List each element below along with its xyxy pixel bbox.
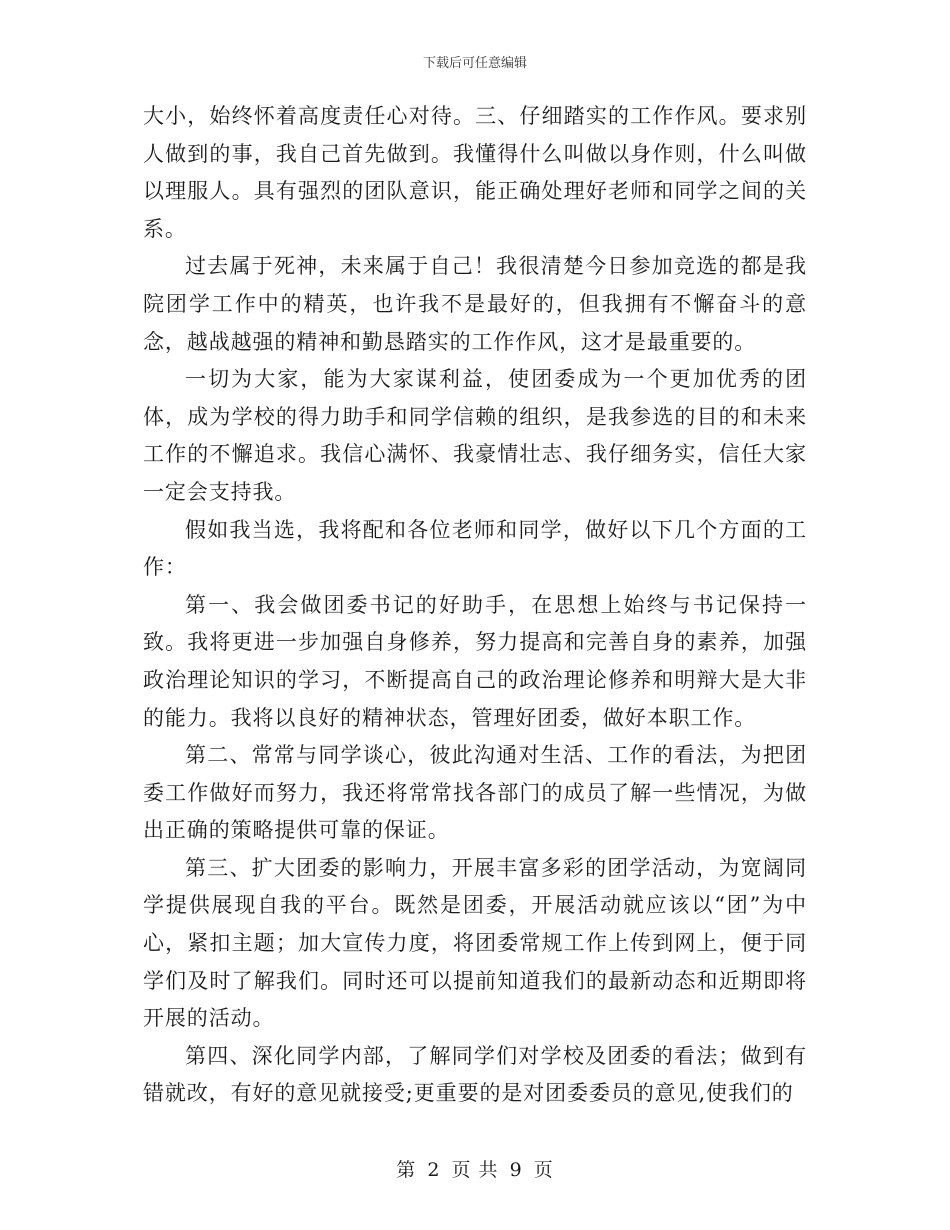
paragraph: 过去属于死神，未来属于自己！我很清楚今日参加竞选的都是我院团学工作中的精英，也许我不是最好的，但我拥有不懈奋斗的意念，越战越强的精神和勤恳踏实的工作作风，这才是最重要的。 <box>143 254 807 354</box>
page-header: 下载后可任意编辑 <box>422 56 527 71</box>
current-page-number: 2 <box>427 1159 441 1181</box>
footer-middle: 页 共 <box>451 1159 499 1181</box>
paragraph: 第三、扩大团委的影响力，开展丰富多彩的团学活动，为宽阔同学提供展现自我的平台。既然是团委，开展活动就应该以“团”为中心，紧扣主题；加大宣传力度，将团委常规工作上传到网上，便于同学们及时了解我们。同时还可以提前知道我们的最新动态和近期即将开展的活动。 <box>143 855 807 1031</box>
footer-suffix: 页 <box>533 1159 554 1181</box>
paragraph: 第四、深化同学内部，了解同学们对学校及团委的看法；做到有错就改，有好的意见就接受;更重要的是对团委委员的意见,使我们的 <box>143 1043 807 1106</box>
paragraph: 第一、我会做团委书记的好助手，在思想上始终与书记保持一致。我将更进一步加强自身修养，努力提高和完善自身的素养，加强政治理论知识的学习，不断提高自己的政治理论修养和明辩大是大非的能力。我将以良好的精神状态，管理好团委，做好本职工作。 <box>143 592 807 730</box>
paragraph: 一切为大家，能为大家谋利益，使团委成为一个更加优秀的团体，成为学校的得力助手和同学信赖的组织，是我参选的目的和未来工作的不懈追求。我信心满怀、我豪情壮志、我仔细务实，信任大家一定会支持我。 <box>143 367 807 504</box>
footer-prefix: 第 <box>396 1159 417 1181</box>
paragraph: 大小，始终怀着高度责任心对待。三、仔细踏实的工作作风。要求别人做到的事，我自己首先做到。我懂得什么叫做以身作则，什么叫做以理服人。具有强烈的团队意识，能正确处理好老师和同学之间的关系。 <box>143 104 807 241</box>
page-footer <box>0 1155 950 1182</box>
paragraph: 第二、常常与同学谈心，彼此沟通对生活、工作的看法，为把团委工作做好而努力，我还将常常找各部门的成员了解一些情况，为做出正确的策略提供可靠的保证。 <box>143 743 807 843</box>
total-page-count: 9 <box>509 1159 523 1181</box>
paragraph: 假如我当选，我将配和各位老师和同学，做好以下几个方面的工作： <box>143 517 807 580</box>
document-body <box>143 98 807 1113</box>
